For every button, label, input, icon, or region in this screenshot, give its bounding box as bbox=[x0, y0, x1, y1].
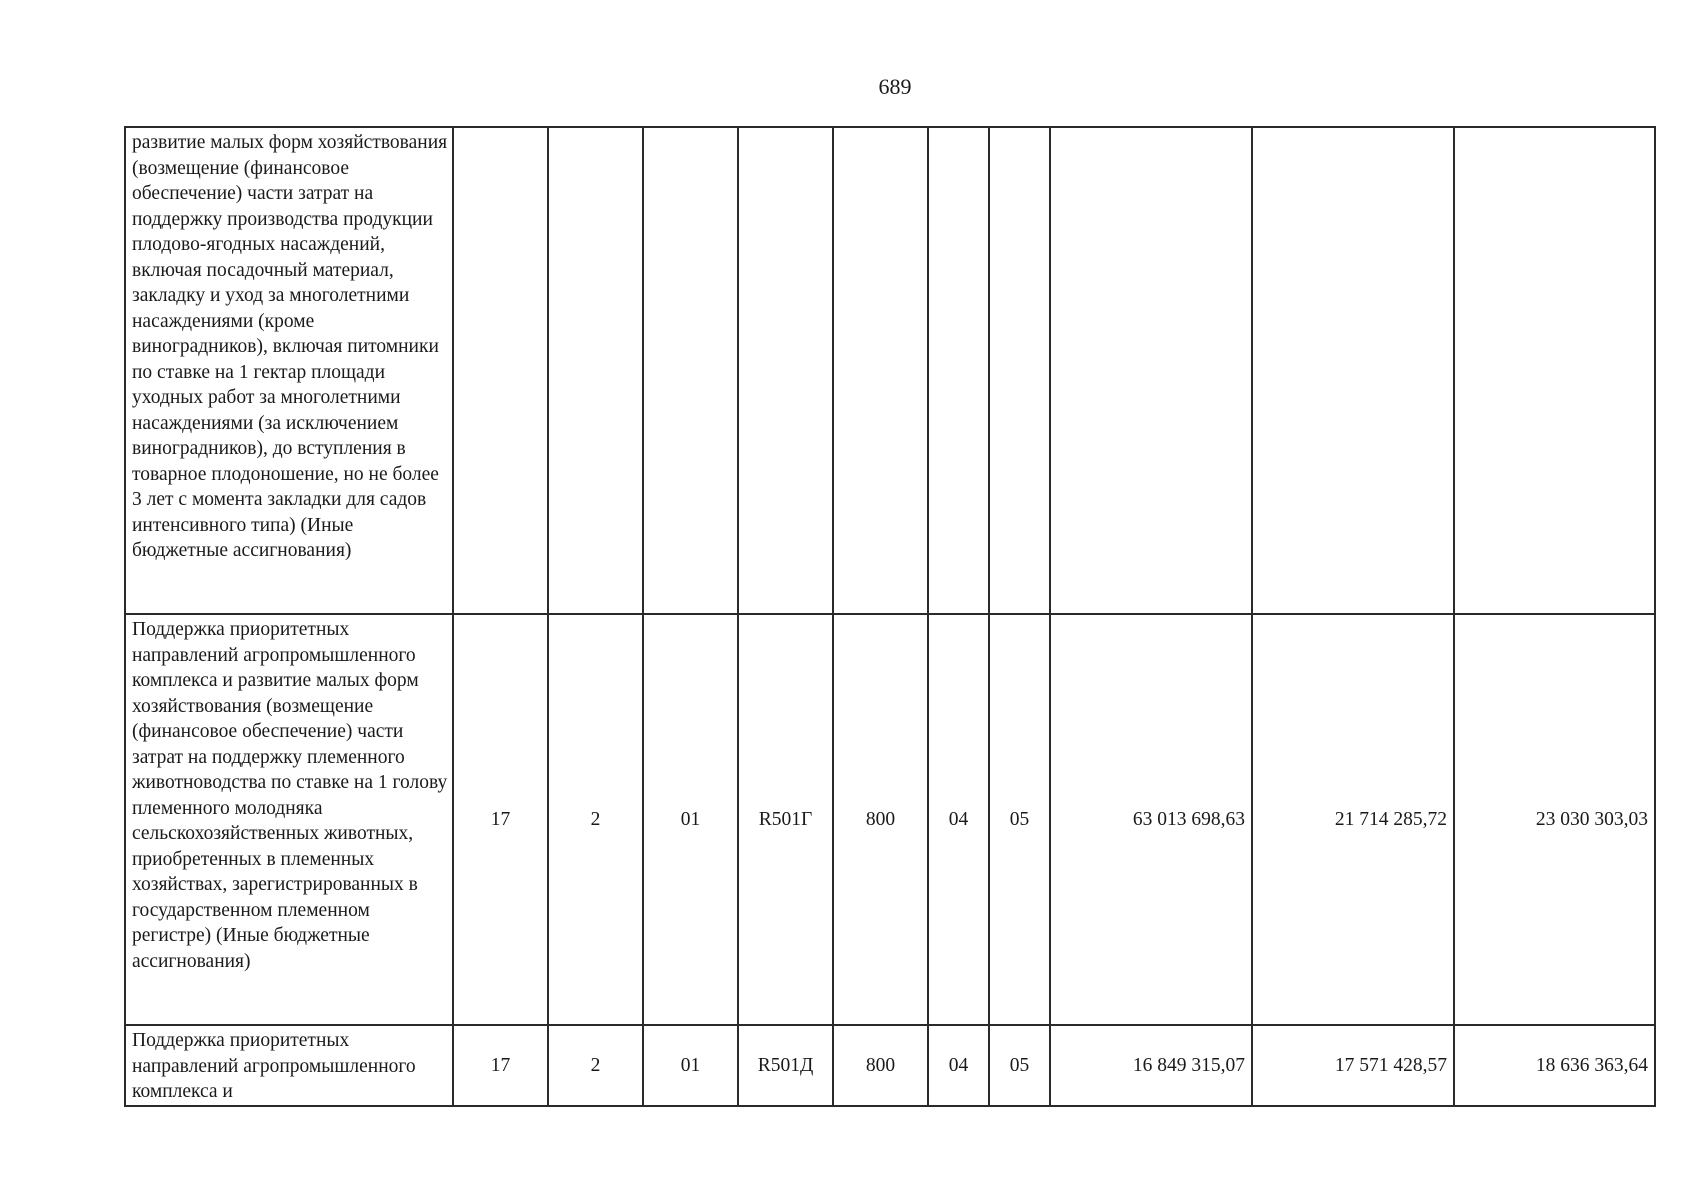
amount-year-2 bbox=[1252, 127, 1454, 614]
subprogram-code: 2 bbox=[548, 1025, 643, 1106]
row-description: развитие малых форм хозяйствования (возмещение (финансовое обеспечение) части затрат на поддержку производства продукции плодово-ягодных насаждений, включая посадочный материал, закладку и уход за многолетними насаждениями (кроме виноградников), включая питомники по ставке на 1 гектар площади уходных работ за многолетними насаждениями (за исключением виноградников), до вступления в товарное плодоношение, но не более 3 лет с момента закладки для садов интенсивного типа) (Иные бюджетные ассигнования) bbox=[125, 127, 453, 614]
expense-type-code bbox=[833, 127, 928, 614]
page-number: 689 bbox=[878, 74, 912, 99]
amount-year-3: 18 636 363,64 bbox=[1454, 1025, 1655, 1106]
amount-year-1: 16 849 315,07 bbox=[1050, 1025, 1252, 1106]
program-code: 17 bbox=[453, 1025, 548, 1106]
main-event-code: 01 bbox=[643, 1025, 738, 1106]
direction-code: R501Д bbox=[738, 1025, 833, 1106]
row-description: Поддержка приоритетных направлений агропромышленного комплекса и развитие малых форм хозяйствования (возмещение (финансовое обеспечение) части затрат на поддержку племенного животноводства по ставке на 1 голову племенного молодняка сельскохозяйственных животных, приобретенных в племенных хозяйствах, зарегистрированных в государственном племенном регистре) (Иные бюджетные ассигнования) bbox=[125, 614, 453, 1025]
table-row bbox=[125, 614, 1655, 1025]
subsection-code: 05 bbox=[989, 614, 1050, 1025]
amount-year-2: 21 714 285,72 bbox=[1252, 614, 1454, 1025]
subsection-code: 05 bbox=[989, 1025, 1050, 1106]
table-row bbox=[125, 1025, 1655, 1106]
amount-year-1 bbox=[1050, 127, 1252, 614]
amount-year-3: 23 030 303,03 bbox=[1454, 614, 1655, 1025]
section-code: 04 bbox=[928, 614, 989, 1025]
section-code: 04 bbox=[928, 1025, 989, 1106]
row-description: Поддержка приоритетных направлений агропромышленного комплекса и bbox=[125, 1025, 453, 1106]
program-code: 17 bbox=[453, 614, 548, 1025]
subprogram-code: 2 bbox=[548, 614, 643, 1025]
amount-year-1: 63 013 698,63 bbox=[1050, 614, 1252, 1025]
budget-table bbox=[124, 126, 1656, 1107]
amount-year-3 bbox=[1454, 127, 1655, 614]
program-code bbox=[453, 127, 548, 614]
expense-type-code: 800 bbox=[833, 614, 928, 1025]
subprogram-code bbox=[548, 127, 643, 614]
subsection-code bbox=[989, 127, 1050, 614]
section-code bbox=[928, 127, 989, 614]
direction-code: R501Г bbox=[738, 614, 833, 1025]
expense-type-code: 800 bbox=[833, 1025, 928, 1106]
amount-year-2: 17 571 428,57 bbox=[1252, 1025, 1454, 1106]
table-row bbox=[125, 127, 1655, 614]
main-event-code bbox=[643, 127, 738, 614]
direction-code bbox=[738, 127, 833, 614]
main-event-code: 01 bbox=[643, 614, 738, 1025]
